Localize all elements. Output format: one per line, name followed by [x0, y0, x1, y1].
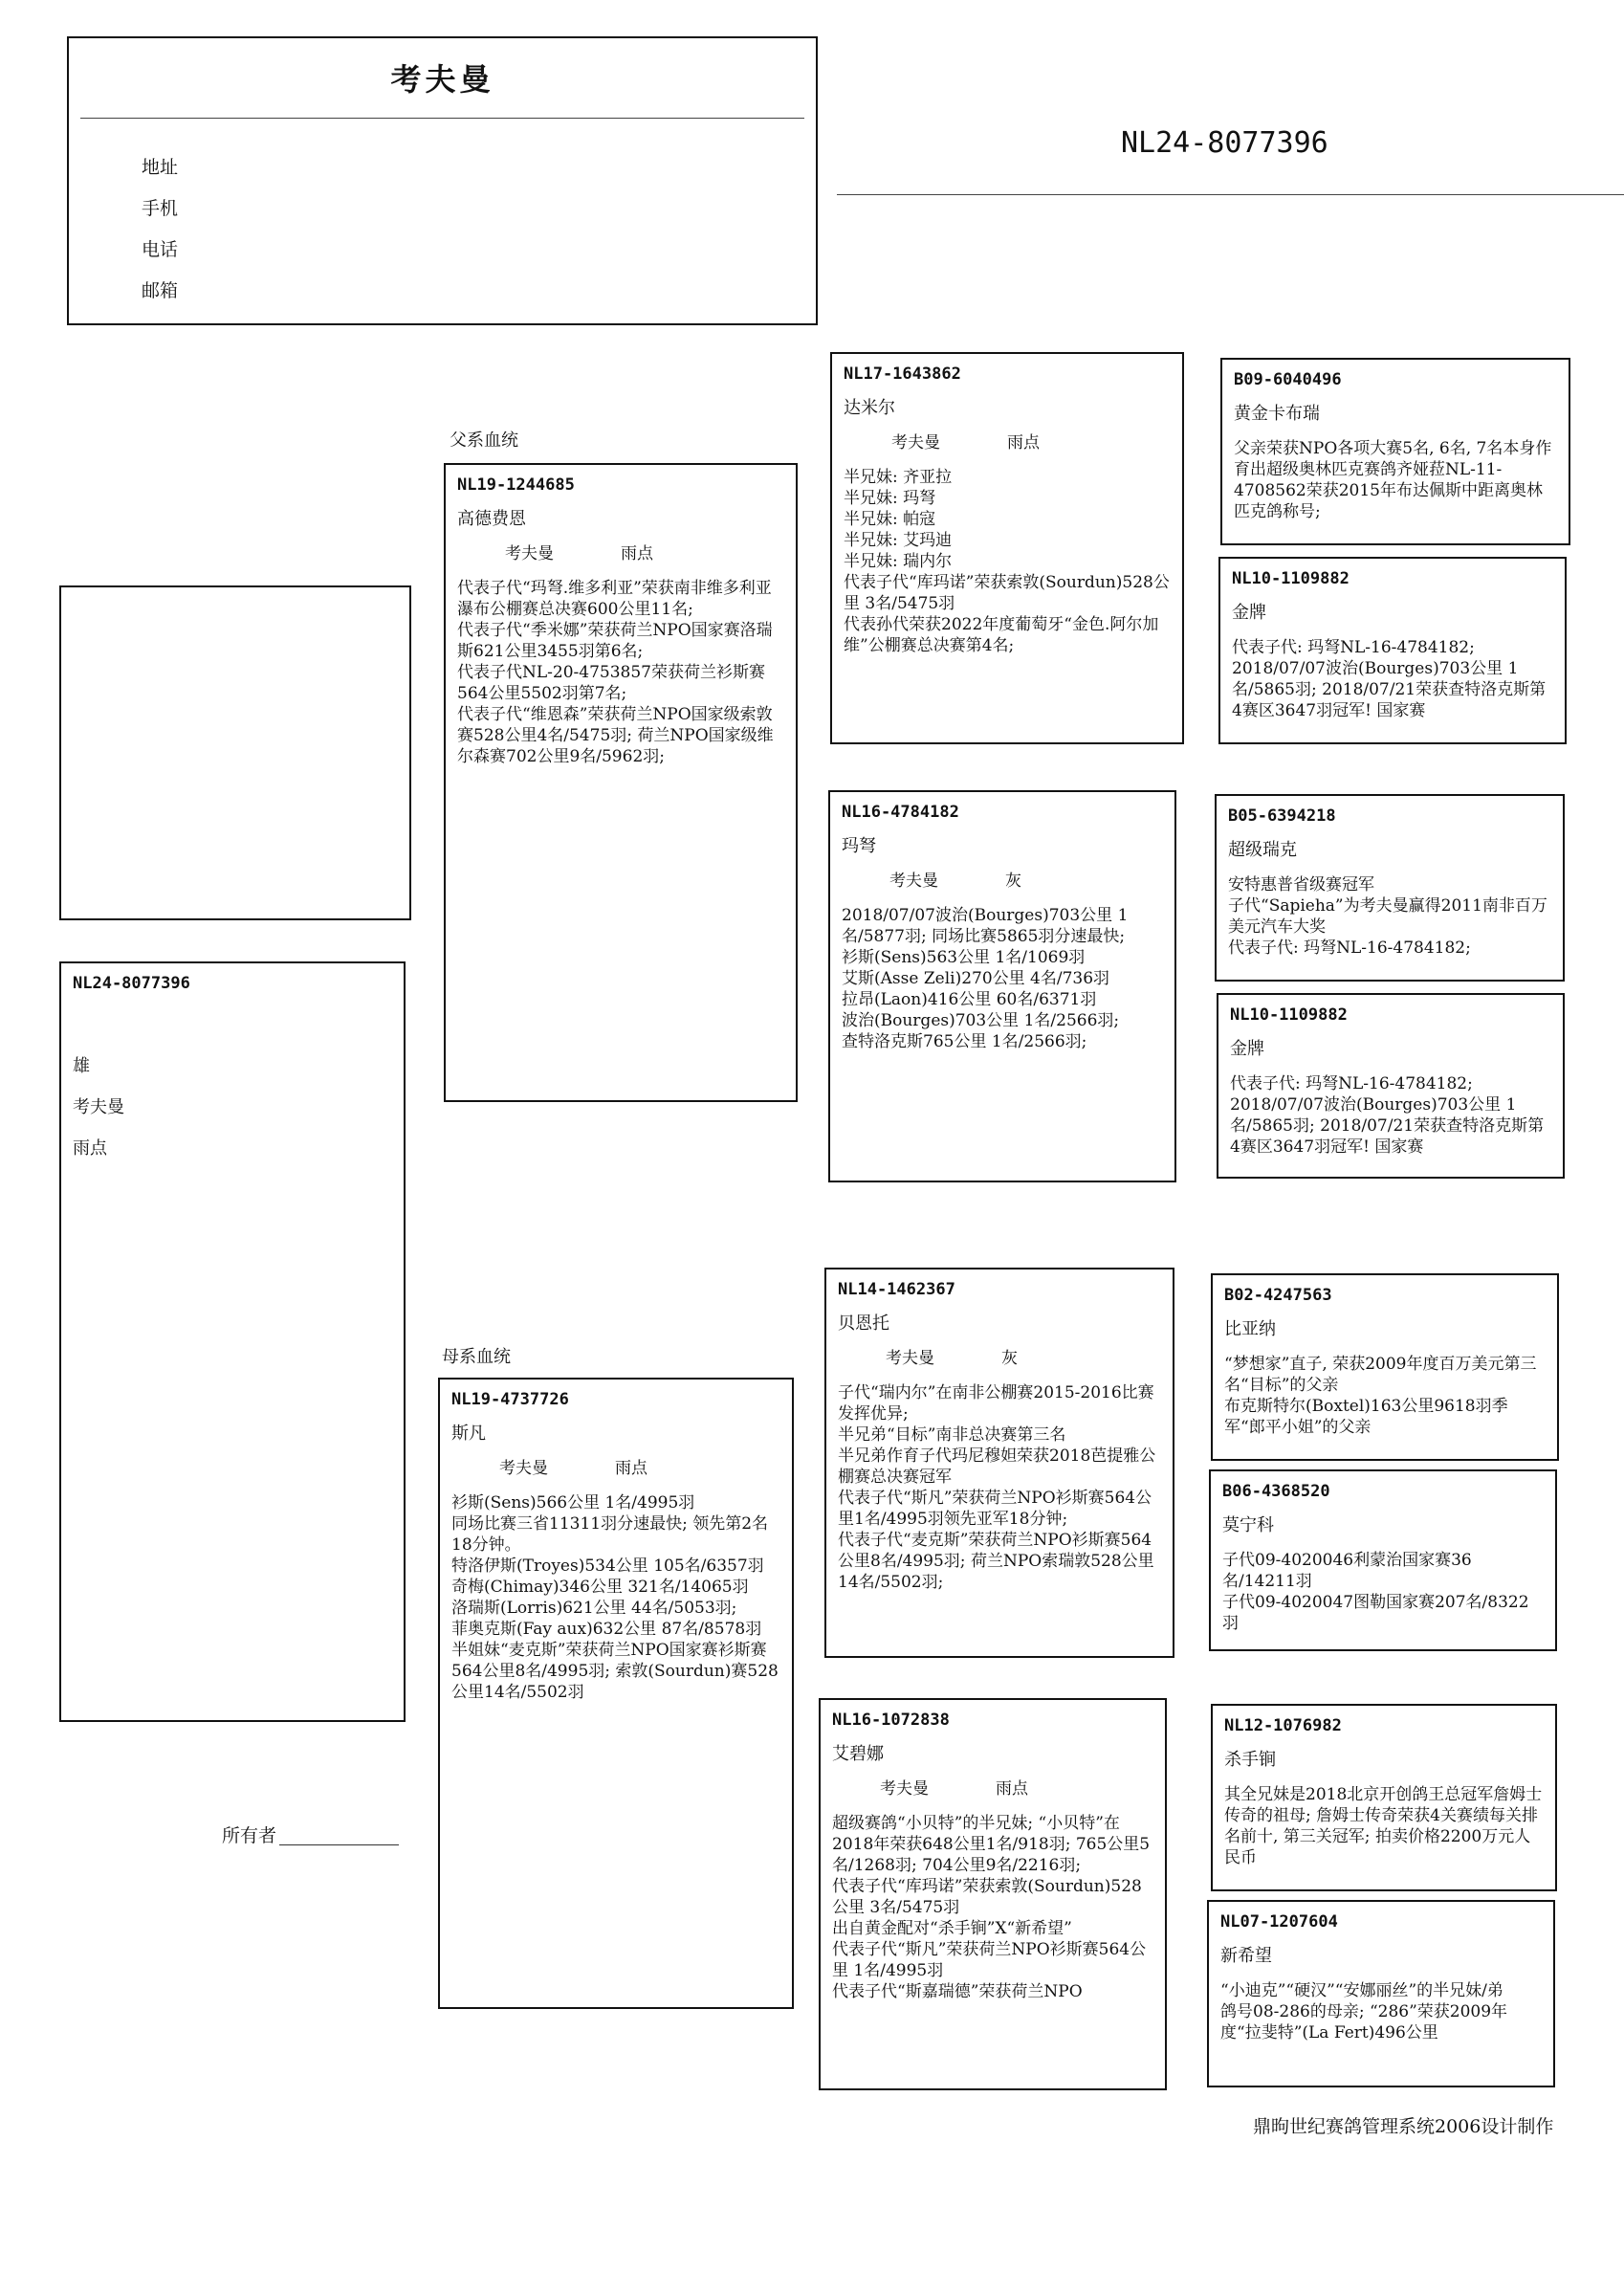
ssd-ring: NL10-1109882 — [1232, 569, 1350, 588]
sss-note: 父亲荣获NPO各项大赛5名, 6名, 7名本身作育出超级奥林匹克赛鸽齐娅菈NL-11-4708562荣获2015年布达佩斯中距离奥林匹克鸽称号; — [1234, 439, 1552, 521]
dss-card — [1211, 1273, 1559, 1461]
phone-label: 电话 — [142, 239, 179, 260]
sire-breeder: 考夫曼 — [505, 544, 554, 563]
dam-sire-note: 代表子代“斯凡”荣获荷兰NPO衫斯赛564公里1名/4995羽领先亚军18分钟; — [838, 1489, 1152, 1529]
sire-note: 代表子代NL-20-4753857荣获荷兰衫斯赛564公里5502羽第7名; — [457, 663, 765, 703]
dsd-ring: B06-4368520 — [1222, 1482, 1330, 1501]
dds-note: 其全兄妹是2018北京开创鸽王总冠军詹姆士传奇的祖母; 詹姆士传奇荣获4关赛绩每关排名前十, 第三关冠军; 拍卖价格2200万元人民币 — [1224, 1785, 1543, 1867]
sss-card — [1220, 358, 1570, 545]
subject-breeder: 考夫曼 — [73, 1097, 124, 1117]
sdd-note: 代表子代: 玛弩NL-16-4784182; 2018/07/07波治(Bourges)703公里 1名/5865羽; 2018/07/21荣获查特洛克斯第4赛区3647羽冠军! 国家赛 — [1230, 1074, 1545, 1157]
sire-dam-card — [828, 790, 1176, 1182]
dam-dam-note: 代表子代“斯凡”荣获荷兰NPO衫斯赛564公里 1名/4995羽 — [832, 1940, 1147, 1980]
dam-sire-note: 代表子代“麦克斯”荣获荷兰NPO衫斯赛564公里8名/4995羽; 荷兰NPO索瑞敦528公里14名/5502羽; — [838, 1531, 1154, 1592]
address-label: 地址 — [142, 157, 179, 178]
email-label: 邮箱 — [142, 280, 179, 301]
dam-dam-note: 超级赛鸽“小贝特”的半兄妹; “小贝特”在2018年荣获648公里1名/918羽; 765公里5名/1268羽; 704公里9名/2216羽; — [832, 1814, 1151, 1875]
sds-note: 代表子代: 玛弩NL-16-4784182; — [1228, 938, 1471, 958]
sire-sire-note: 半兄妹: 艾玛迪 — [844, 531, 953, 550]
ring-underline — [837, 194, 1624, 195]
dss-name: 比亚纳 — [1224, 1319, 1276, 1339]
sire-dam-note: 衫斯(Sens)563公里 1名/1069羽 — [842, 948, 1086, 967]
sire-dam-breeder: 考夫曼 — [889, 872, 938, 891]
dam-dam-note: 出自黄金配对“杀手锏”X“新希望” — [832, 1919, 1072, 1938]
dam-note: 洛瑞斯(Lorris)621公里 44名/5053羽; — [451, 1599, 737, 1618]
dam-dam-note: 代表子代“库玛诺”荣获索敦(Sourdun)528公里 3名/5475羽 — [832, 1877, 1142, 1917]
ddd-card — [1207, 1900, 1555, 2087]
dsd-note: 子代09-4020047图勒国家赛207名/8322羽 — [1222, 1593, 1529, 1633]
ssd-note: 代表子代: 玛弩NL-16-4784182; 2018/07/07波治(Bourges)703公里 1名/5865羽; 2018/07/21荣获查特洛克斯第4赛区3647羽冠军! 国家赛 — [1232, 638, 1547, 720]
sire-sire-note: 代表孙代荣获2022年度葡萄牙“金色.阿尔加维”公棚赛总决赛第4名; — [844, 615, 1159, 655]
subject-ring: NL24-8077396 — [73, 974, 190, 993]
breeder-name: 考夫曼 — [390, 61, 494, 98]
dsd-card — [1209, 1469, 1557, 1651]
sdd-card — [1217, 993, 1565, 1179]
dam-card — [438, 1378, 794, 2009]
dam-dam-ring: NL16-1072838 — [832, 1711, 950, 1730]
ssd-name: 金牌 — [1232, 603, 1266, 623]
sire-dam-ring: NL16-4784182 — [842, 803, 959, 822]
sire-sire-note: 半兄妹: 齐亚拉 — [844, 468, 953, 487]
sire-sire-note: 半兄妹: 帕寇 — [844, 510, 936, 529]
sire-sire-note: 半兄妹: 瑞内尔 — [844, 552, 953, 571]
software-footer: 鼎昫世纪赛鸽管理系统2006设计制作 — [1253, 2116, 1554, 2137]
dam-sire-note: 半兄弟“目标”南非总决赛第三名 — [838, 1425, 1066, 1445]
dds-ring: NL12-1076982 — [1224, 1716, 1342, 1735]
dam-sire-breeder: 考夫曼 — [886, 1349, 934, 1368]
ddd-note: 鸽号08-286的母亲; “286”荣获2009年度“拉斐特”(La Fert)496公里 — [1220, 2002, 1508, 2042]
sire-color: 雨点 — [621, 544, 653, 563]
dam-dam-name: 艾碧娜 — [832, 1744, 884, 1764]
owner-signature-line — [279, 1844, 399, 1845]
sire-dam-note: 波治(Bourges)703公里 1名/2566羽; — [842, 1011, 1120, 1030]
sds-note: 子代“Sapieha”为考夫曼赢得2011南非百万美元汽车大奖 — [1228, 896, 1547, 937]
dam-dam-breeder: 考夫曼 — [880, 1779, 929, 1799]
sire-dam-note: 艾斯(Asse Zeli)270公里 4名/736羽 — [842, 969, 1110, 988]
subject-box — [59, 961, 406, 1722]
dsd-note: 子代09-4020046利蒙治国家赛36名/14211羽 — [1222, 1551, 1472, 1591]
dam-dam-note: 代表子代“斯嘉瑞德”荣获荷兰NPO — [832, 1982, 1083, 2001]
sds-ring: B05-6394218 — [1228, 806, 1336, 826]
dam-note: 衫斯(Sens)566公里 1名/4995羽 — [451, 1493, 695, 1512]
dam-note: 同场比赛三省11311羽分速最快; 领先第2名18分钟。 — [451, 1514, 769, 1555]
dam-dam-color: 雨点 — [996, 1779, 1028, 1799]
sire-sire-color: 雨点 — [1007, 433, 1040, 453]
subject-color: 雨点 — [73, 1138, 107, 1159]
sire-dam-note: 查特洛克斯765公里 1名/2566羽; — [842, 1032, 1087, 1051]
breeder-header-box — [67, 36, 818, 325]
sire-card — [444, 463, 798, 1102]
dam-sire-ring: NL14-1462367 — [838, 1280, 955, 1299]
sss-name: 黄金卡布瑞 — [1234, 404, 1320, 424]
sss-ring: B09-6040496 — [1234, 370, 1342, 389]
photo-box — [59, 585, 411, 920]
sire-note: 代表子代“维恩森”荣获荷兰NPO国家级索敦赛528公里4名/5475羽; 荷兰NPO国家级维尔森赛702公里9名/5962羽; — [457, 705, 774, 766]
sds-name: 超级瑞克 — [1228, 840, 1297, 860]
ddd-ring: NL07-1207604 — [1220, 1912, 1338, 1932]
ssd-card — [1218, 557, 1567, 744]
dsd-name: 莫宁科 — [1222, 1515, 1274, 1535]
sds-note: 安特惠普省级赛冠军 — [1228, 875, 1374, 894]
dam-sire-note: 半兄弟作育子代玛尼穆妲荣获2018芭提雅公棚赛总决赛冠军 — [838, 1446, 1156, 1487]
sire-sire-card — [830, 352, 1184, 744]
subject-sex: 雄 — [73, 1056, 90, 1076]
dam-sire-note: 子代“瑞内尔”在南非公棚赛2015-2016比赛发挥优异; — [838, 1383, 1154, 1424]
sdd-ring: NL10-1109882 — [1230, 1005, 1348, 1025]
sire-note: 代表子代“玛弩.维多利亚”荣获南非维多利亚瀑布公棚赛总决赛600公里11名; — [457, 579, 772, 619]
sire-sire-note: 半兄妹: 玛弩 — [844, 489, 936, 508]
sire-dam-note: 2018/07/07波治(Bourges)703公里 1名/5877羽; 同场比赛5865羽分速最快; — [842, 906, 1129, 946]
dam-sire-card — [824, 1268, 1174, 1658]
sire-sire-breeder: 考夫曼 — [891, 433, 940, 453]
mobile-label: 手机 — [142, 198, 179, 219]
header-divider — [80, 118, 804, 119]
dam-sire-color: 灰 — [1001, 1349, 1018, 1368]
dam-name: 斯凡 — [451, 1424, 486, 1444]
dam-sire-name: 贝恩托 — [838, 1314, 889, 1334]
header-ring-number: NL24-8077396 — [1121, 126, 1328, 160]
dam-line-label: 母系血统 — [442, 1347, 511, 1367]
sire-sire-ring: NL17-1643862 — [844, 364, 961, 384]
sire-dam-name: 玛弩 — [842, 836, 876, 856]
sire-ring: NL19-1244685 — [457, 475, 575, 495]
sds-card — [1215, 794, 1565, 982]
ddd-name: 新希望 — [1220, 1946, 1272, 1966]
dss-note: 布克斯特尔(Boxtel)163公里9618羽季军“郎平小姐”的父亲 — [1224, 1397, 1508, 1437]
sire-sire-name: 达米尔 — [844, 398, 895, 418]
sire-sire-note: 代表子代“库玛诺”荣获索敦(Sourdun)528公里 3名/5475羽 — [844, 573, 1170, 613]
dds-card — [1211, 1704, 1557, 1891]
sire-dam-color: 灰 — [1005, 872, 1021, 891]
sire-name: 高德费恩 — [457, 509, 526, 529]
dss-note: “梦想家”直子, 荣获2009年度百万美元第三名“目标”的父亲 — [1224, 1355, 1537, 1395]
dam-ring: NL19-4737726 — [451, 1390, 569, 1409]
dam-note: 菲奥克斯(Fay aux)632公里 87名/8578羽 — [451, 1620, 762, 1639]
dam-dam-card — [819, 1698, 1167, 2090]
ddd-note: “小迪克”“硬汉”“安娜丽丝”的半兄妹/弟 — [1220, 1981, 1503, 2000]
sire-note: 代表子代“季米娜”荣获荷兰NPO国家赛洛瑞斯621公里3455羽第6名; — [457, 621, 773, 661]
sdd-name: 金牌 — [1230, 1039, 1264, 1059]
owner-label: 所有者 — [222, 1825, 277, 1846]
dam-note: 特洛伊斯(Troyes)534公里 105名/6357羽 — [451, 1556, 764, 1576]
dds-name: 杀手锏 — [1224, 1750, 1276, 1770]
sire-dam-note: 拉昂(Laon)416公里 60名/6371羽 — [842, 990, 1097, 1009]
sire-line-label: 父系血统 — [450, 430, 518, 451]
dam-note: 奇梅(Chimay)346公里 321名/14065羽 — [451, 1578, 749, 1597]
dam-breeder: 考夫曼 — [499, 1459, 548, 1478]
dam-color: 雨点 — [615, 1459, 647, 1478]
dam-note: 半姐妹“麦克斯”荣获荷兰NPO国家赛衫斯赛564公里8名/4995羽; 索敦(Sourdun)赛528公里14名/5502羽 — [451, 1641, 779, 1702]
dss-ring: B02-4247563 — [1224, 1286, 1332, 1305]
